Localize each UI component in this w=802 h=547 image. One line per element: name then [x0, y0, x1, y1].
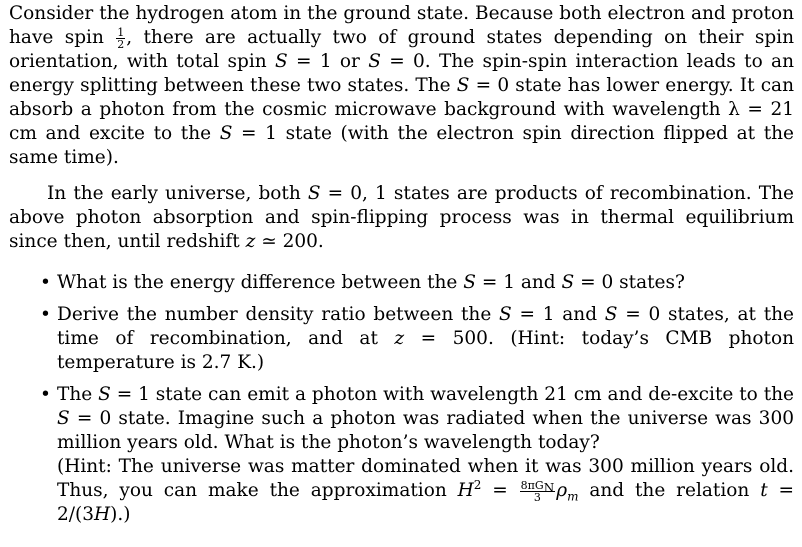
- math-S: S: [561, 272, 575, 293]
- q2-text-1: Derive the number density ratio between the: [57, 304, 500, 325]
- math-S: S: [499, 304, 512, 325]
- intro-text-1: Consider the hydrogen atom in the ground state. Because both electron and proton have spin: [9, 3, 794, 48]
- bullet-icon: •: [40, 304, 51, 325]
- q1-text-3: = 0 states?: [574, 272, 685, 293]
- intro-text-7: = 1 state (with the electron spin direction flipped at the same time).: [9, 123, 794, 168]
- math-rho-subscript: m: [567, 489, 579, 504]
- bullet-icon: •: [40, 384, 51, 405]
- math-lambda: λ: [728, 99, 740, 120]
- math-S: S: [57, 408, 70, 429]
- math-rho: ρ: [556, 480, 568, 501]
- intro-paragraph: [9, 2, 794, 170]
- question-list: [9, 271, 794, 527]
- q3-hint-3: = 2/(3: [57, 480, 794, 525]
- bullet-icon: •: [40, 272, 51, 293]
- spin-fraction-denominator: 2: [117, 37, 125, 51]
- spin-fraction-numerator: 1: [117, 25, 125, 39]
- early-text-2: = 0, 1 states are products of recombination. The above photon absorption and spin-flipping process was in thermal equilibrium since then, until redshift: [9, 183, 794, 252]
- q2-text-4: = 500. (Hint: today’s CMB photon temperature is 2.7 K.): [57, 328, 795, 373]
- q3-hint-4: ).): [110, 504, 131, 525]
- early-text-3: ≃ 200.: [255, 231, 324, 252]
- math-S: S: [463, 272, 476, 293]
- math-equals: =: [481, 480, 519, 501]
- math-t: t: [760, 480, 768, 501]
- friedmann-fraction: [520, 480, 556, 503]
- intro-text-6: = 21 cm and excite to the: [9, 99, 795, 144]
- q1-text-2: = 1 and: [475, 272, 562, 293]
- q3-text-1: The: [57, 384, 99, 405]
- intro-text-5: = 0 state has lower energy. It can absorb a photon from the cosmic microwave background with wavelength: [9, 75, 794, 120]
- friedmann-numerator-subscript: N: [543, 480, 555, 495]
- intro-text-2: , there are actually two of ground states depending on their spin orientation, with total spin: [9, 27, 795, 72]
- math-S: S: [307, 183, 321, 204]
- q3-hint-2: and the relation: [578, 480, 761, 501]
- intro-text-3: = 1 or: [287, 51, 369, 72]
- math-S: S: [98, 384, 111, 405]
- q2-text-2: = 1 and: [511, 304, 605, 325]
- question-photon-wavelength: [9, 383, 794, 527]
- early-universe-paragraph: [9, 182, 794, 254]
- question-density-ratio: [9, 303, 794, 375]
- math-S: S: [368, 51, 381, 72]
- question-energy-difference: [9, 271, 794, 295]
- q2-text-3: = 0 states, at the time of recombination, and at: [57, 304, 794, 349]
- q1-text-1: What is the energy difference between the: [57, 272, 464, 293]
- math-S: S: [275, 51, 288, 72]
- q3-text-3: = 0 state. Imagine such a photon was radiated when the universe was 300 million years old. What is the photon’s wavelength today?: [57, 408, 794, 453]
- math-z: z: [245, 231, 256, 252]
- math-S: S: [219, 123, 233, 144]
- early-text-1: In the early universe, both: [47, 183, 308, 204]
- spin-fraction: [116, 27, 125, 50]
- math-H: H: [94, 504, 111, 525]
- q3-hint-1: (Hint: The universe was matter dominated when it was 300 million years old. Thus, you can make the approximation: [57, 456, 794, 501]
- friedmann-numerator: [520, 478, 556, 495]
- math-H: H: [457, 480, 474, 501]
- math-S: S: [604, 304, 618, 325]
- math-z: z: [394, 328, 405, 349]
- friedmann-denominator: 3: [533, 490, 541, 504]
- math-H-exponent: 2: [473, 477, 482, 492]
- intro-text-4: = 0. The spin-spin interaction leads to an energy splitting between these two states. The: [9, 51, 794, 96]
- q3-text-2: = 1 state can emit a photon with wavelength 21 cm and de-excite to the: [110, 384, 794, 405]
- friedmann-numerator-text: 8πG: [520, 478, 544, 492]
- math-S: S: [456, 75, 470, 96]
